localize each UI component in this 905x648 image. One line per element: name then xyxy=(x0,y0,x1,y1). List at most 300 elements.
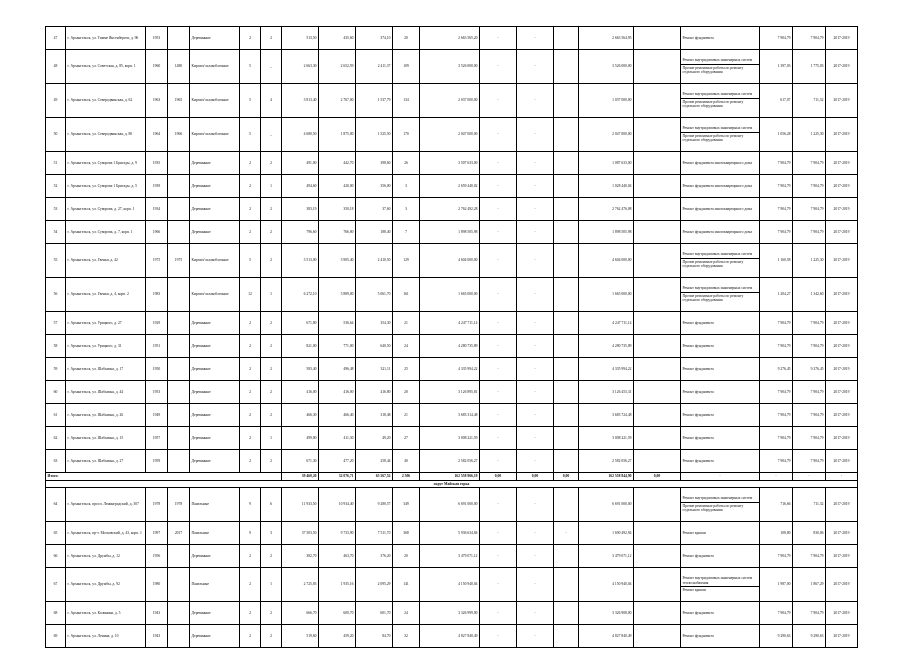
wall-material-cell: Кирпич/ шлакоблочные xyxy=(190,278,240,312)
completion-date-cell: 2017-2019 xyxy=(826,118,858,152)
fund-regional-cell: - xyxy=(517,152,554,175)
unit-cost-cell: 7 904,79 xyxy=(760,198,793,221)
floors-cell: 2 xyxy=(240,198,261,221)
total-unit-cost-cell: - xyxy=(760,473,793,481)
residents-cell: 7 xyxy=(393,221,420,244)
owners-funds-cell: 6 691 000,00 xyxy=(579,488,634,522)
fund-federal-cell: - xyxy=(480,335,517,358)
fund-regional-cell: - xyxy=(517,488,554,522)
total-area-cell: 383,19 xyxy=(282,198,319,221)
premises-area-cell: 9 733,90 xyxy=(319,522,356,545)
unit-cost-cell: 7 904,79 xyxy=(760,381,793,404)
address-cell: г. Архангельск, ул. Шабалина, д. 15 xyxy=(66,427,146,450)
max-unit-cost-cell: 7 904,79 xyxy=(793,545,826,568)
commission-year-cell xyxy=(168,450,190,473)
row-number-cell: 60 xyxy=(46,381,66,404)
fund-federal-cell: - xyxy=(480,488,517,522)
commission-year-cell xyxy=(168,404,190,427)
address-cell: г. Архангельск, пр-т. Московский, д. 43, корп. 1 xyxy=(66,522,146,545)
commission-year-cell xyxy=(168,221,190,244)
commission-year-cell xyxy=(168,568,190,602)
residential-area-cell: 258,44 xyxy=(356,450,393,473)
total-area-cell: 6 272,10 xyxy=(282,278,319,312)
work-types-cell xyxy=(681,278,760,312)
work-types-cell xyxy=(681,50,760,84)
work-type-item: Ремонт внутридомовых инженерных систем xyxy=(681,125,759,133)
work-types-cell xyxy=(681,450,760,473)
build-year-cell: 1957 xyxy=(146,427,168,450)
fund-local-cell xyxy=(554,488,579,522)
table-row xyxy=(46,381,858,404)
entrances-cell: _ xyxy=(261,50,282,84)
commission-year-cell: 2017 xyxy=(168,522,190,545)
completion-date-cell: 2017-2019 xyxy=(826,522,858,545)
residential-area-cell: 318,48 xyxy=(356,404,393,427)
total-label: Итого: xyxy=(46,473,282,481)
commission-year-cell: 1978 xyxy=(168,488,190,522)
commission-year-cell xyxy=(168,27,190,50)
premises-area-cell: 411,30 xyxy=(319,427,356,450)
premises-area-cell: 766,80 xyxy=(319,221,356,244)
row-number-cell: 64 xyxy=(46,488,66,522)
work-type-item: Прочие ремонтные работы по ремонту отдельного оборудования xyxy=(682,65,744,75)
work-type-item: Прочие ремонтные работы по ремонту отдельного оборудования xyxy=(682,503,744,513)
table-row xyxy=(46,602,858,625)
max-unit-cost-cell: 7 904,79 xyxy=(793,221,826,244)
wall-material-cell: Кирпич/ шлакоблочные xyxy=(190,118,240,152)
fund-federal-cell: - xyxy=(480,221,517,244)
residents-cell: 20 xyxy=(393,545,420,568)
floors-cell: 2 xyxy=(240,450,261,473)
table-row xyxy=(46,358,858,381)
fund-local-cell xyxy=(554,312,579,335)
repair-cost-cell: 2 659 440,02 xyxy=(420,175,480,198)
table-row xyxy=(46,221,858,244)
unit-cost-cell: 1 160,58 xyxy=(760,244,793,278)
floors-cell: 2 xyxy=(240,312,261,335)
work-type-item: Ремонт фундамента многоквартирного дома xyxy=(682,206,752,211)
row-number-cell: 52 xyxy=(46,175,66,198)
repair-cost-cell: 4 150 940,04 xyxy=(420,568,480,602)
unit-cost-cell: 7 904,79 xyxy=(760,312,793,335)
unit-cost-cell: 1 987,00 xyxy=(760,568,793,602)
residential-area-cell: 7 511,70 xyxy=(356,522,393,545)
entrances-cell: 1 xyxy=(261,568,282,602)
floors-cell: 2 xyxy=(240,381,261,404)
entrances-cell: 2 xyxy=(261,312,282,335)
wall-material-cell: Деревянные xyxy=(190,312,240,335)
total-area-cell: 2 725,83 xyxy=(282,568,319,602)
floors-cell: 5 xyxy=(240,50,261,84)
fund-federal-cell: - xyxy=(480,404,517,427)
address-cell: г. Архангельск, ул. Урицкого, д. 31 xyxy=(66,335,146,358)
owners-funds-cell: 1 028 440,04 xyxy=(579,175,634,198)
row-number-cell: 69 xyxy=(46,625,66,648)
other-funds-cell xyxy=(634,27,681,50)
residents-cell: 129 xyxy=(393,244,420,278)
repair-cost-cell: 4 604 000,00 xyxy=(420,244,480,278)
max-unit-cost-cell: 830,06 xyxy=(793,522,826,545)
table-row xyxy=(46,488,858,522)
total-area-cell: 821,00 xyxy=(282,335,319,358)
fund-federal-cell: - xyxy=(480,175,517,198)
address-cell: г. Архангельск, ул. Шабалина, д. 27 xyxy=(66,450,146,473)
repair-cost-cell: 3 008 221,59 xyxy=(420,427,480,450)
max-unit-cost-cell: 7 904,79 xyxy=(793,27,826,50)
residential-area-cell: 1 525,50 xyxy=(356,118,393,152)
build-year-cell: 1956 xyxy=(146,545,168,568)
repair-cost-cell: 3 479 071,12 xyxy=(420,545,480,568)
total-area-cell: 4 680,50 xyxy=(282,118,319,152)
owners-funds-cell: 4 280 735,89 xyxy=(579,335,634,358)
work-type-item: Ремонт фундамента xyxy=(682,366,714,371)
wall-material-cell: Панельные xyxy=(190,488,240,522)
unit-cost-cell: 617,07 xyxy=(760,84,793,118)
max-unit-cost-cell: 7 904,79 xyxy=(793,175,826,198)
other-funds-cell xyxy=(634,244,681,278)
build-year-cell: 1934 xyxy=(146,198,168,221)
address-cell: г. Архангельск, ул. Дружбы, д. 12 xyxy=(66,545,146,568)
completion-date-cell: 2017-2019 xyxy=(826,221,858,244)
fund-federal-cell: - xyxy=(480,625,517,648)
fund-federal-cell: - xyxy=(480,152,517,175)
work-type-item: Ремонт крыши xyxy=(682,588,706,593)
fund-federal-cell: - xyxy=(480,312,517,335)
premises-area-cell: 466,40 xyxy=(319,404,356,427)
work-type-item: Ремонт внутридомовых инженерных систем xyxy=(681,91,759,99)
residential-area-cell: 376,20 xyxy=(356,545,393,568)
entrances-cell: 2 xyxy=(261,381,282,404)
completion-date-cell: 2017-2019 xyxy=(826,152,858,175)
fund-regional-cell: - xyxy=(517,568,554,602)
residential-area-cell: 9 280,57 xyxy=(356,488,393,522)
other-funds-cell xyxy=(634,152,681,175)
total-max-unit-cost-cell: - xyxy=(793,473,826,481)
residents-cell: 27 xyxy=(393,427,420,450)
residents-cell: 170 xyxy=(393,118,420,152)
work-type-item: Ремонт внутридомовых инженерных систем xyxy=(681,251,759,259)
repair-cost-cell: 4 247 711,14 xyxy=(420,312,480,335)
table-row xyxy=(46,427,858,450)
repair-cost-cell: 2 663 565,20 xyxy=(420,27,480,50)
row-number-cell: 67 xyxy=(46,568,66,602)
fund-federal-cell: - xyxy=(480,427,517,450)
total-area-cell: 11 933,50 xyxy=(282,488,319,522)
wall-material-cell: Кирпич/ шлакоблочные xyxy=(190,84,240,118)
fund-federal-cell: - xyxy=(480,244,517,278)
completion-date-cell: 2017-2019 xyxy=(826,358,858,381)
work-type-item: Ремонт внутридомовых инженерных систем xyxy=(681,57,759,65)
entrances-cell: 1 xyxy=(261,427,282,450)
commission-year-cell xyxy=(168,198,190,221)
fund-local-cell xyxy=(554,27,579,50)
row-number-cell: 62 xyxy=(46,427,66,450)
premises-area-cell: 3 905,40 xyxy=(319,244,356,278)
build-year-cell: 1953 xyxy=(146,27,168,50)
fund-regional-cell: - xyxy=(517,522,554,545)
max-unit-cost-cell: 7 904,79 xyxy=(793,198,826,221)
floors-cell: 2 xyxy=(240,545,261,568)
total-area-cell: 513,50 xyxy=(282,27,319,50)
address-cell: г. Архангельск, ул. Суворова, д. 7, корп. 1 xyxy=(66,221,146,244)
residents-cell: 32 xyxy=(393,625,420,648)
residents-cell: 40 xyxy=(393,450,420,473)
fund-local-cell xyxy=(554,278,579,312)
owners-funds-cell: 3 526 000,00 xyxy=(579,50,634,84)
owners-funds-cell: 3 683 724,48 xyxy=(579,404,634,427)
fund-local-cell xyxy=(554,335,579,358)
fund-regional-cell: - xyxy=(517,312,554,335)
fund-regional-cell: - xyxy=(517,602,554,625)
repair-cost-cell: 1 665 000,00 xyxy=(420,278,480,312)
completion-date-cell: 2017-2019 xyxy=(826,335,858,358)
commission-year-cell xyxy=(168,175,190,198)
address-cell: г. Архангельск, просп. Ленинградский, д. 307 xyxy=(66,488,146,522)
entrances-cell: 2 xyxy=(261,335,282,358)
entrances-cell: 3 xyxy=(261,522,282,545)
owners-funds-cell: 4 604 000,00 xyxy=(579,244,634,278)
residential-area-cell: 374,10 xyxy=(356,27,393,50)
completion-date-cell: 2017-2019 xyxy=(826,175,858,198)
table-row xyxy=(46,404,858,427)
build-year-cell: 1943 xyxy=(146,625,168,648)
entrances-cell: 2 xyxy=(261,198,282,221)
fund-local-cell xyxy=(554,381,579,404)
entrances-cell: 2 xyxy=(261,404,282,427)
unit-cost-cell: 7 904,79 xyxy=(760,27,793,50)
total-area-cell: 466,30 xyxy=(282,404,319,427)
entrances-cell: 2 xyxy=(261,358,282,381)
total-area-cell: 3 513,00 xyxy=(282,244,319,278)
table-row xyxy=(46,27,858,50)
other-funds-cell xyxy=(634,404,681,427)
residential-area-cell: 640,50 xyxy=(356,335,393,358)
repair-cost-cell: 6 691 000,00 xyxy=(420,488,480,522)
premises-area-cell: 350,18 xyxy=(319,198,356,221)
build-year-cell: 1939 xyxy=(146,175,168,198)
commission-year-cell: 1966 xyxy=(168,118,190,152)
residential-area-cell: 2 411,37 xyxy=(356,50,393,84)
fund-local-cell xyxy=(554,427,579,450)
residential-area-cell: 1 537,79 xyxy=(356,84,393,118)
repair-cost-cell: 4 280 735,89 xyxy=(420,335,480,358)
floors-cell: 2 xyxy=(240,602,261,625)
fund-local-cell xyxy=(554,221,579,244)
max-unit-cost-cell: 7 904,79 xyxy=(793,152,826,175)
section-title: округ Майская горка xyxy=(46,481,858,488)
total-premises-area-cell: 32 076,71 xyxy=(319,473,356,481)
residential-area-cell: 188,40 xyxy=(356,221,393,244)
work-types-cell xyxy=(681,244,760,278)
max-unit-cost-cell: 7 904,79 xyxy=(793,450,826,473)
residents-cell: 3 xyxy=(393,198,420,221)
table-row xyxy=(46,84,858,118)
work-type-item: Ремонт фундамента xyxy=(682,435,714,440)
fund-local-cell xyxy=(554,545,579,568)
fund-regional-cell: - xyxy=(517,84,554,118)
unit-cost-cell: 7 904,79 xyxy=(760,545,793,568)
work-type-item: Ремонт фундамента многоквартирного дома xyxy=(682,160,752,165)
owners-funds-cell: 2 762 476,08 xyxy=(579,198,634,221)
commission-year-cell xyxy=(168,545,190,568)
address-cell: г. Архангельск, ул. Гвеньи, д. 4, корп. 2 xyxy=(66,278,146,312)
premises-area-cell: 1 935,16 xyxy=(319,568,356,602)
build-year-cell: 1963 xyxy=(146,84,168,118)
wall-material-cell: Деревянные xyxy=(190,381,240,404)
fund-regional-cell: - xyxy=(517,404,554,427)
work-type-item: Ремонт фундамента многоквартирного дома xyxy=(682,229,752,234)
row-number-cell: 61 xyxy=(46,404,66,427)
wall-material-cell: Деревянные xyxy=(190,175,240,198)
wall-material-cell: Деревянные xyxy=(190,335,240,358)
floors-cell: 2 xyxy=(240,358,261,381)
row-number-cell: 68 xyxy=(46,602,66,625)
fund-regional-cell: - xyxy=(517,221,554,244)
work-types-cell xyxy=(681,404,760,427)
max-unit-cost-cell: 7 904,79 xyxy=(793,312,826,335)
residents-cell: 349 xyxy=(393,488,420,522)
commission-year-cell xyxy=(168,335,190,358)
work-type-item: Ремонт фундамента xyxy=(682,610,714,615)
work-type-item: Ремонт внутридомовых инженерных систем xyxy=(681,285,759,293)
fund-regional-cell: - xyxy=(517,545,554,568)
residential-area-cell: 416,80 xyxy=(356,381,393,404)
entrances-cell: 2 xyxy=(261,602,282,625)
fund-local-cell: - xyxy=(554,522,579,545)
residents-cell: 109 xyxy=(393,50,420,84)
build-year-cell: 1960 xyxy=(146,50,168,84)
commission-year-cell xyxy=(168,312,190,335)
build-year-cell: 1978 xyxy=(146,488,168,522)
residential-area-cell: 354,30 xyxy=(356,312,393,335)
residential-area-cell: 2 095,29 xyxy=(356,568,393,602)
max-unit-cost-cell: 7 904,79 xyxy=(793,427,826,450)
repair-cost-cell: 2 762 492,28 xyxy=(420,198,480,221)
fund-federal-cell: - xyxy=(480,118,517,152)
row-number-cell: 51 xyxy=(46,152,66,175)
build-year-cell: 1953 xyxy=(146,381,168,404)
residents-cell: 20 xyxy=(393,381,420,404)
completion-date-cell: 2017-2019 xyxy=(826,312,858,335)
work-types-cell xyxy=(681,381,760,404)
residents-cell: 21 xyxy=(393,312,420,335)
fund-local-cell xyxy=(554,450,579,473)
table-row xyxy=(46,522,858,545)
completion-date-cell: 2017-2019 xyxy=(826,244,858,278)
wall-material-cell: Деревянные xyxy=(190,427,240,450)
completion-date-cell: 2017-2019 xyxy=(826,568,858,602)
work-type-item: Ремонт фундамента xyxy=(682,458,714,463)
total-area-cell: 519,60 xyxy=(282,625,319,648)
entrances-cell: 6 xyxy=(261,488,282,522)
repair-cost-cell: 3 126 895,81 xyxy=(420,381,480,404)
work-type-item: Ремонт крыши xyxy=(682,530,706,535)
work-types-cell xyxy=(681,198,760,221)
residential-area-cell: 398,60 xyxy=(356,152,393,175)
entrances-cell: 4 xyxy=(261,84,282,118)
fund-regional-cell: - xyxy=(517,175,554,198)
row-number-cell: 56 xyxy=(46,278,66,312)
work-types-cell xyxy=(681,312,760,335)
work-type-item: Ремонт фундамента xyxy=(682,412,714,417)
work-types-cell xyxy=(681,625,760,648)
fund-federal-cell: - xyxy=(480,545,517,568)
total-area-cell: 583,40 xyxy=(282,358,319,381)
fund-regional-cell: - xyxy=(517,358,554,381)
repair-cost-cell: 2 582 056,27 xyxy=(420,450,480,473)
max-unit-cost-cell: 1 775,03 xyxy=(793,50,826,84)
total-area-cell: 671,80 xyxy=(282,312,319,335)
residents-cell: 141 xyxy=(393,568,420,602)
build-year-cell: 1951 xyxy=(146,335,168,358)
fund-local-cell xyxy=(554,118,579,152)
entrances-cell: 1 xyxy=(261,278,282,312)
floors-cell: 2 xyxy=(240,27,261,50)
fund-local-cell xyxy=(554,358,579,381)
owners-funds-cell: 4 827 840,49 xyxy=(579,625,634,648)
wall-material-cell: Деревянные xyxy=(190,404,240,427)
floors-cell: 2 xyxy=(240,568,261,602)
fund-federal-cell: - xyxy=(480,278,517,312)
fund-federal-cell: - xyxy=(480,522,517,545)
work-type-item: Прочие ремонтные работы по ремонту отдельного оборудования xyxy=(682,133,744,143)
fund-regional-cell: - xyxy=(517,50,554,84)
owners-funds-cell: 3 008 221,59 xyxy=(579,427,634,450)
address-cell: г. Архангельск, ул. Калинина, д. 5 xyxy=(66,602,146,625)
entrances-cell: 2 xyxy=(261,450,282,473)
table-row xyxy=(46,625,858,648)
other-funds-cell xyxy=(634,427,681,450)
address-cell: г. Архангельск, ул. Шабалина, д. 17 xyxy=(66,358,146,381)
owners-funds-cell: 3 326 908,00 xyxy=(579,602,634,625)
build-year-cell: 1950 xyxy=(146,358,168,381)
total-fund-regional-cell: 0,00 xyxy=(517,473,554,481)
unit-cost-cell: 716,66 xyxy=(760,488,793,522)
build-year-cell: 1943 xyxy=(146,602,168,625)
entrances-cell: _ xyxy=(261,118,282,152)
owners-funds-cell: 4 150 940,04 xyxy=(579,568,634,602)
max-unit-cost-cell: 1 867,29 xyxy=(793,568,826,602)
other-funds-cell xyxy=(634,488,681,522)
floors-cell: 9 xyxy=(240,522,261,545)
other-funds-cell xyxy=(634,450,681,473)
fund-local-cell xyxy=(554,50,579,84)
address-cell: г. Архангельск, ул. Суворова 1 Бригады, д. 5 xyxy=(66,175,146,198)
premises-area-cell: 771,00 xyxy=(319,335,356,358)
residential-area-cell: 49,20 xyxy=(356,427,393,450)
table-row xyxy=(46,244,858,278)
table-row xyxy=(46,568,858,602)
owners-funds-cell: 4 247 711,14 xyxy=(579,312,634,335)
work-type-item: Ремонт внутридомовых инженерных систем xyxy=(681,495,759,503)
work-type-item: Ремонт фундамента многоквартирного дома xyxy=(682,183,752,188)
owners-funds-cell: 1 898 505,98 xyxy=(579,221,634,244)
premises-area-cell: 477,20 xyxy=(319,450,356,473)
total-area-cell: 39 460,20 xyxy=(282,473,319,481)
unit-cost-cell: 7 904,79 xyxy=(760,450,793,473)
table-row xyxy=(46,335,858,358)
owners-funds-cell: 3 479 071,12 xyxy=(579,545,634,568)
row-number-cell: 47 xyxy=(46,27,66,50)
fund-regional-cell: - xyxy=(517,625,554,648)
repair-cost-cell: 5 936 634,84 xyxy=(420,522,480,545)
other-funds-cell xyxy=(634,568,681,602)
work-types-cell xyxy=(681,152,760,175)
total-area-cell: 3 813,40 xyxy=(282,84,319,118)
premises-area-cell: 420,00 xyxy=(319,175,356,198)
fund-regional-cell: - xyxy=(517,427,554,450)
wall-material-cell: Деревянные xyxy=(190,450,240,473)
